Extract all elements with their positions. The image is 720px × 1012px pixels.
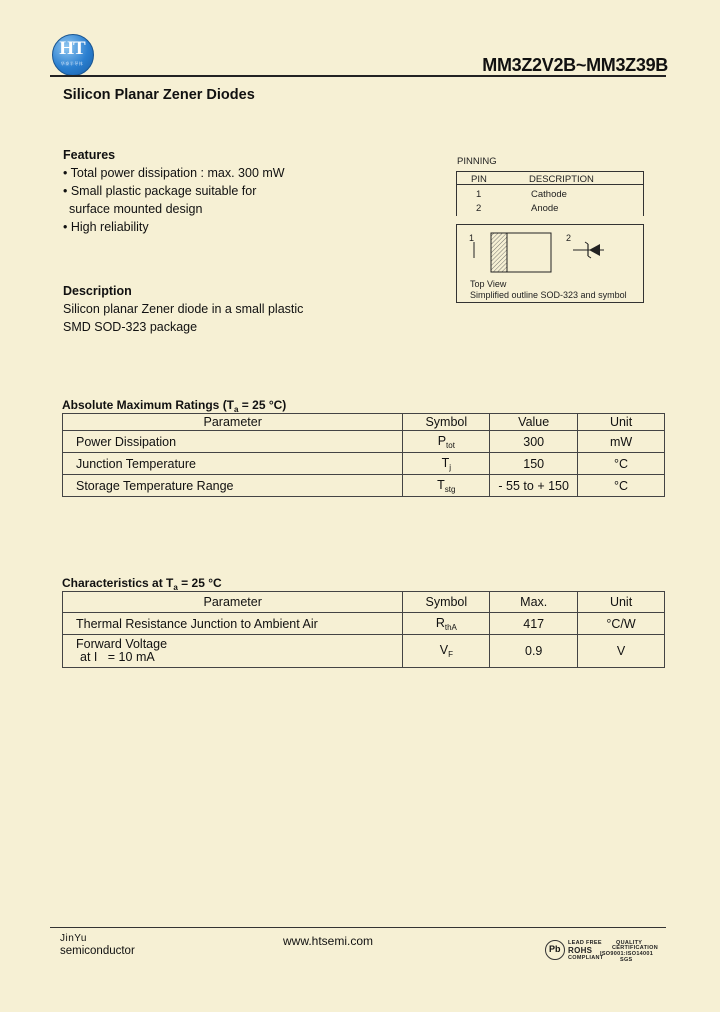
header-divider xyxy=(50,75,666,77)
header-cell: Value xyxy=(490,414,578,431)
table-header-row xyxy=(63,414,665,431)
features-heading: Features xyxy=(63,148,116,162)
unit-cell: °C xyxy=(578,475,665,497)
sod323-outline-diagram xyxy=(456,224,644,280)
table-row xyxy=(63,475,665,497)
pin1-label: 1 xyxy=(469,233,475,243)
feature-item: • High reliability xyxy=(63,220,149,234)
table-header-row xyxy=(63,592,665,613)
header-cell: Unit xyxy=(578,414,665,431)
website-link[interactable]: www.htsemi.com xyxy=(283,934,374,948)
description-line: Silicon planar Zener diode in a small plastic xyxy=(63,302,304,316)
description-heading: Description xyxy=(63,284,132,298)
unit-cell: V xyxy=(578,635,665,668)
param-cell: Power Dissipation xyxy=(63,431,403,453)
pinning-col-pin: PIN xyxy=(471,174,487,185)
diagram-caption-outline: Simplified outline SOD-323 and symbol xyxy=(470,290,627,300)
table-row xyxy=(63,453,665,475)
description-text xyxy=(63,300,303,336)
param-cell: Forward Voltage at I = 10 mA xyxy=(63,635,403,668)
value-cell: 0.9 xyxy=(490,635,578,668)
logo-subtext: 华泰半导体 xyxy=(60,61,84,66)
pb-mark: Pb xyxy=(549,944,561,954)
param-cell: Thermal Resistance Junction to Ambient Air xyxy=(63,613,403,635)
pin2-label: 2 xyxy=(566,233,572,243)
cert-compliant: COMPLIANT xyxy=(568,955,604,961)
header-cell: Parameter xyxy=(63,592,403,613)
table-row xyxy=(63,635,665,668)
cert-certification: CERTIFICATION xyxy=(612,945,658,951)
feature-item: surface mounted design xyxy=(69,202,203,216)
symbol-cell: $R_{thA}$ xyxy=(403,613,490,635)
feature-item: • Small plastic package suitable for xyxy=(63,184,257,198)
pinning-title: PINNING xyxy=(457,156,497,167)
value-cell: 417 xyxy=(490,613,578,635)
value-cell: 150 xyxy=(490,453,578,475)
logo-text: HT xyxy=(59,38,85,59)
unit-cell: mW xyxy=(578,431,665,453)
document-subtitle: Silicon Planar Zener Diodes xyxy=(63,87,255,103)
unit-cell: °C/W xyxy=(578,613,665,635)
header-cell: Symbol xyxy=(403,414,490,431)
cert-lead-free: LEAD FREE xyxy=(568,940,602,946)
table-row xyxy=(63,431,665,453)
cert-quality: QUALITY xyxy=(616,940,643,946)
symbol-cell: $T_{stg}$ xyxy=(403,475,490,497)
company-line: JinYu xyxy=(60,933,87,944)
features-list xyxy=(63,164,285,236)
feature-item: • Total power dissipation : max. 300 mW xyxy=(63,166,285,180)
symbol-cell: $T_j$ xyxy=(403,453,490,475)
abs-max-table xyxy=(62,413,665,497)
symbol-cell: $V_F$ xyxy=(403,635,490,668)
abs-max-heading: Absolute Maximum Ratings ($T_a = 25$ °C) xyxy=(62,398,287,414)
cert-iso: ISO9001:ISO14001 xyxy=(600,951,654,957)
param-cell: Storage Temperature Range xyxy=(63,475,403,497)
company-line: semiconductor xyxy=(60,945,135,957)
cert-rohs: ROHS xyxy=(568,946,593,955)
header-cell: Symbol xyxy=(403,592,490,613)
description-line: SMD SOD-323 package xyxy=(63,320,198,334)
pin-description: Cathode xyxy=(531,189,567,200)
header-cell: Unit xyxy=(578,592,665,613)
param-cell: Junction Temperature xyxy=(63,453,403,475)
header-cell: Max. xyxy=(490,592,578,613)
diagram-caption-top-view: Top View xyxy=(470,279,507,289)
pin-description: Anode xyxy=(531,203,559,214)
unit-cell: °C xyxy=(578,453,665,475)
footer-divider xyxy=(50,927,666,928)
characteristics-table xyxy=(62,591,665,668)
pin-number: 2 xyxy=(476,203,482,214)
characteristics-heading: Characteristics at $T_a = 25$ °C xyxy=(62,576,222,592)
pin-number: 1 xyxy=(476,189,482,200)
value-cell: - 55 to + 150 xyxy=(490,475,578,497)
part-number: MM3Z2V2B~MM3Z39B xyxy=(482,55,668,75)
pinning-col-description: DESCRIPTION xyxy=(529,174,594,185)
header-cell: Parameter xyxy=(63,414,403,431)
company-name xyxy=(60,932,135,958)
cert-sgs: SGS xyxy=(620,957,633,963)
value-cell: 300 xyxy=(490,431,578,453)
table-row xyxy=(63,613,665,635)
symbol-cell: $P_{tot}$ xyxy=(403,431,490,453)
